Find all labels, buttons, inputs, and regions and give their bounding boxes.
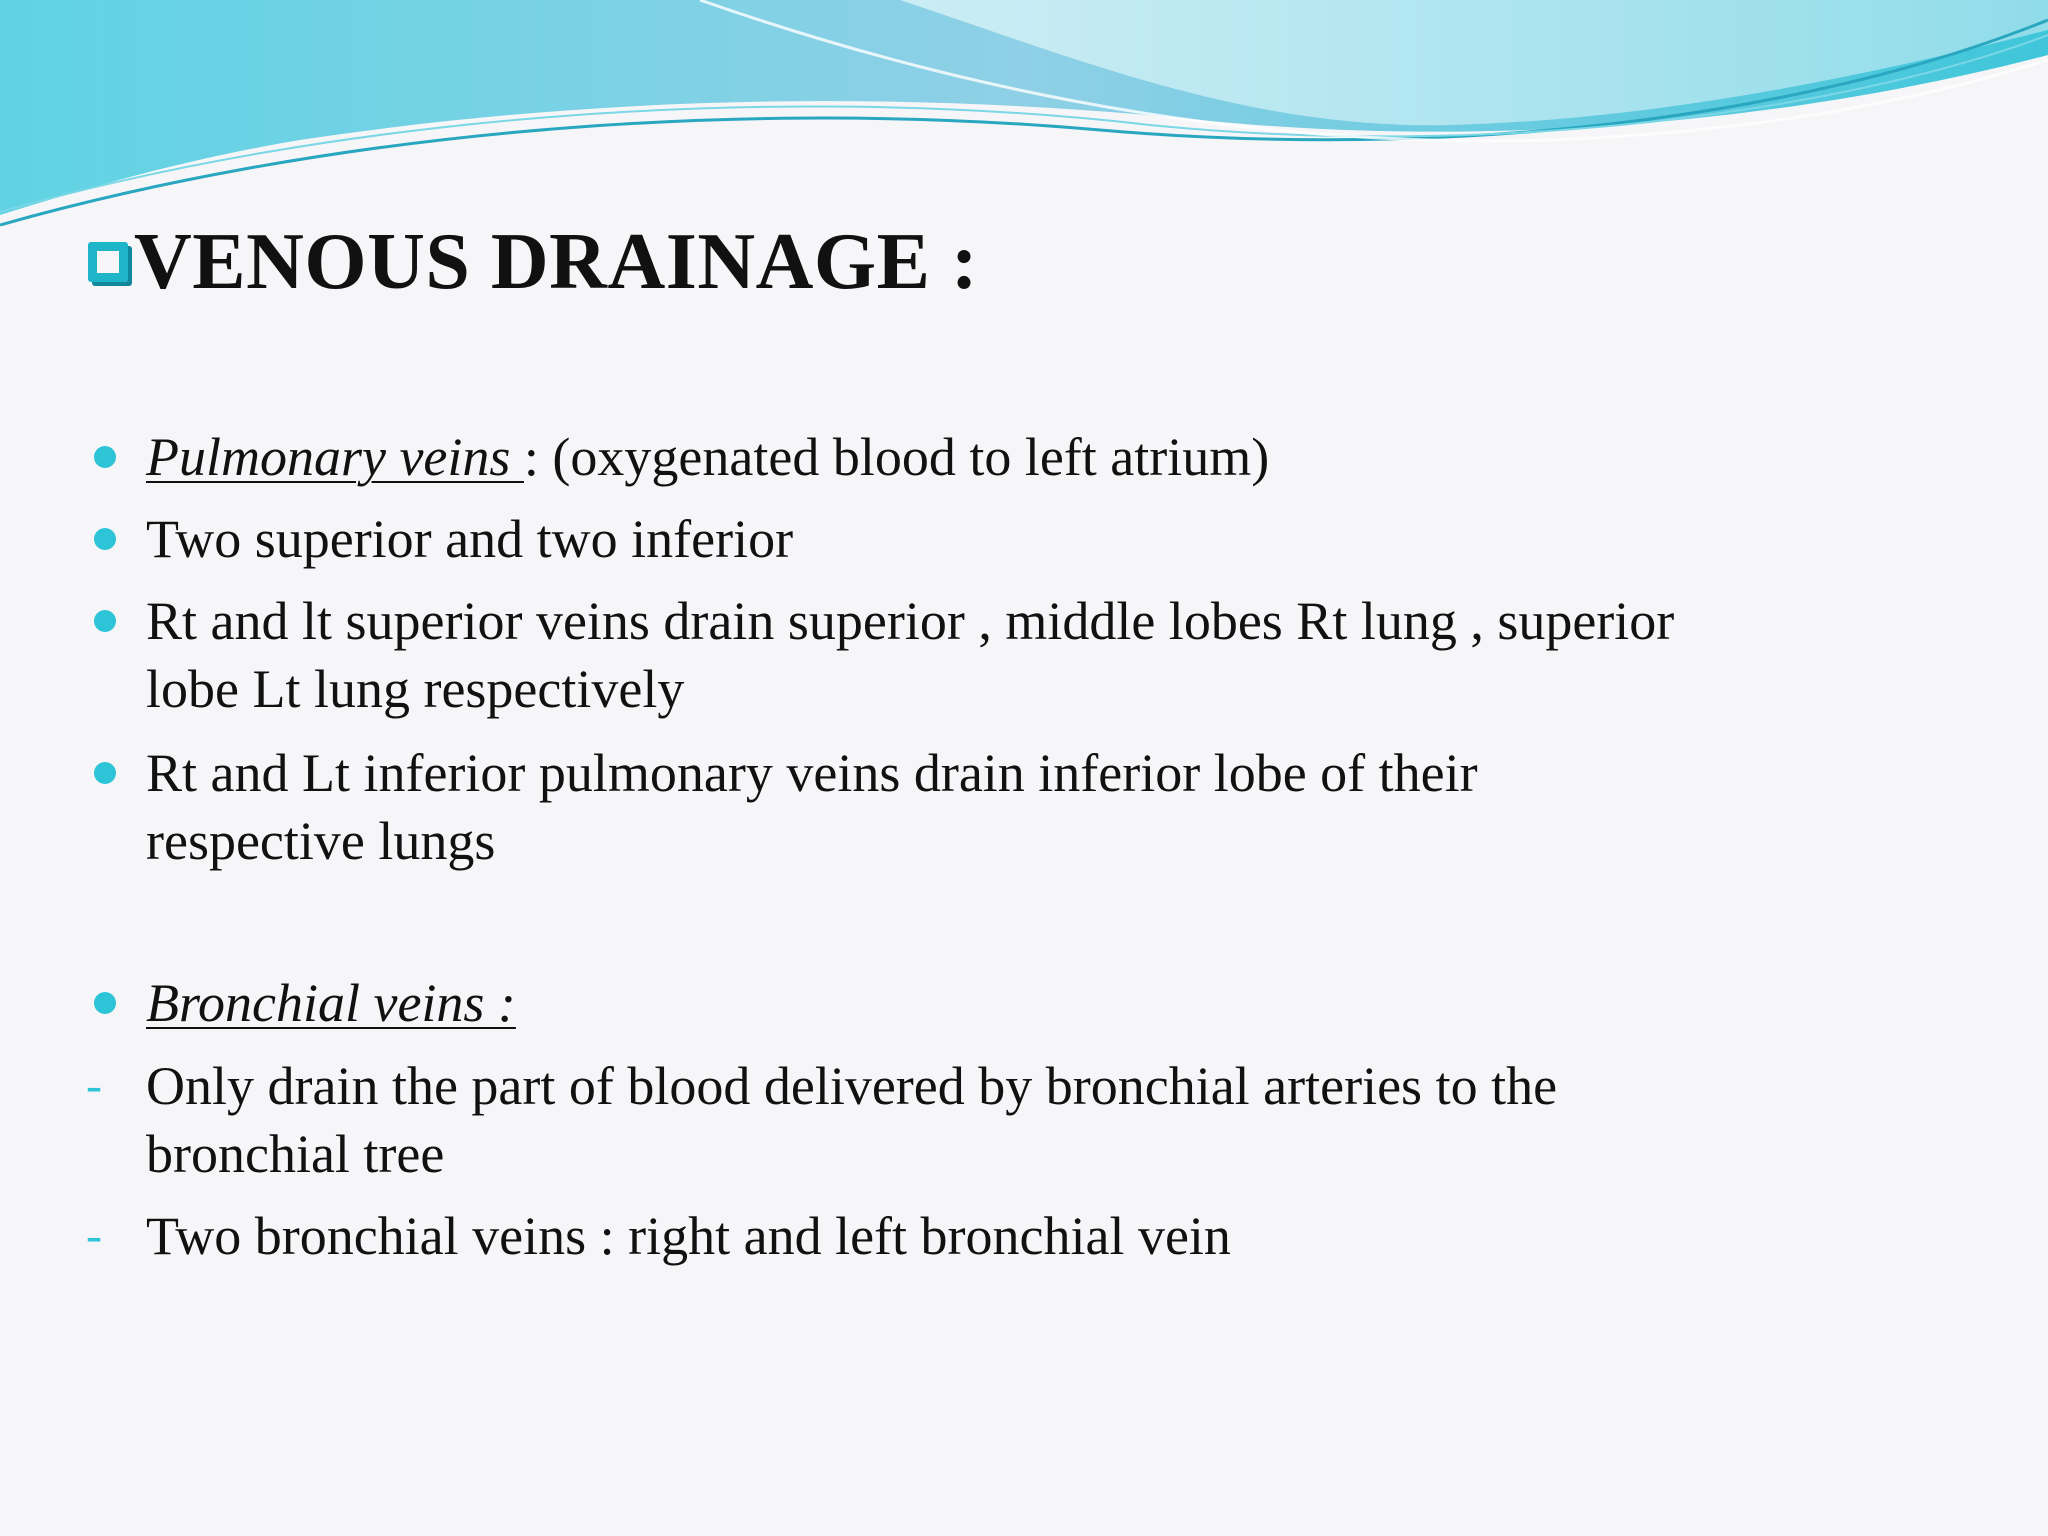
list-item (146, 969, 1946, 1037)
list-item-line: Rt and lt superior veins drain superior , middle lobes Rt lung , superior (146, 591, 1675, 651)
list-item-line: respective lungs (146, 811, 496, 871)
list-item-line: lobe Lt lung respectively (146, 659, 685, 719)
list-item-line: Rt and Lt inferior pulmonary veins drain inferior lobe of their (146, 743, 1478, 803)
bullet-dot-icon (94, 528, 116, 550)
header-wave-decoration (0, 0, 2048, 240)
list-item (146, 423, 1946, 491)
list-item-text: Two bronchial veins : right and left bronchial vein (146, 1206, 1231, 1266)
bullet-dot-icon (94, 446, 116, 468)
dash-bullet-icon: - (86, 1209, 102, 1262)
bullet-dot-icon (94, 762, 116, 784)
list-item (146, 505, 1946, 573)
bullet-dot-icon (94, 992, 116, 1014)
dash-bullet-icon: - (86, 1059, 102, 1112)
bullet-dot-icon (94, 610, 116, 632)
list-item-text: : (oxygenated blood to left atrium) (523, 427, 1270, 487)
pulmonary-veins-label: Pulmonary veins (146, 427, 524, 487)
list-item-text: Two superior and two inferior (146, 509, 794, 569)
list-item (146, 587, 1946, 723)
checkbox-bullet-icon (88, 242, 128, 282)
slide-title-text: VENOUS DRAINAGE : (134, 218, 979, 306)
slide-title (88, 218, 979, 306)
list-item (86, 1202, 1946, 1270)
list-item (86, 1052, 1946, 1188)
list-item (146, 739, 1946, 875)
bronchial-veins-label: Bronchial veins : (146, 973, 516, 1033)
list-item-line: Only drain the part of blood delivered by bronchial arteries to the (146, 1056, 1558, 1116)
list-item-line: bronchial tree (146, 1124, 445, 1184)
